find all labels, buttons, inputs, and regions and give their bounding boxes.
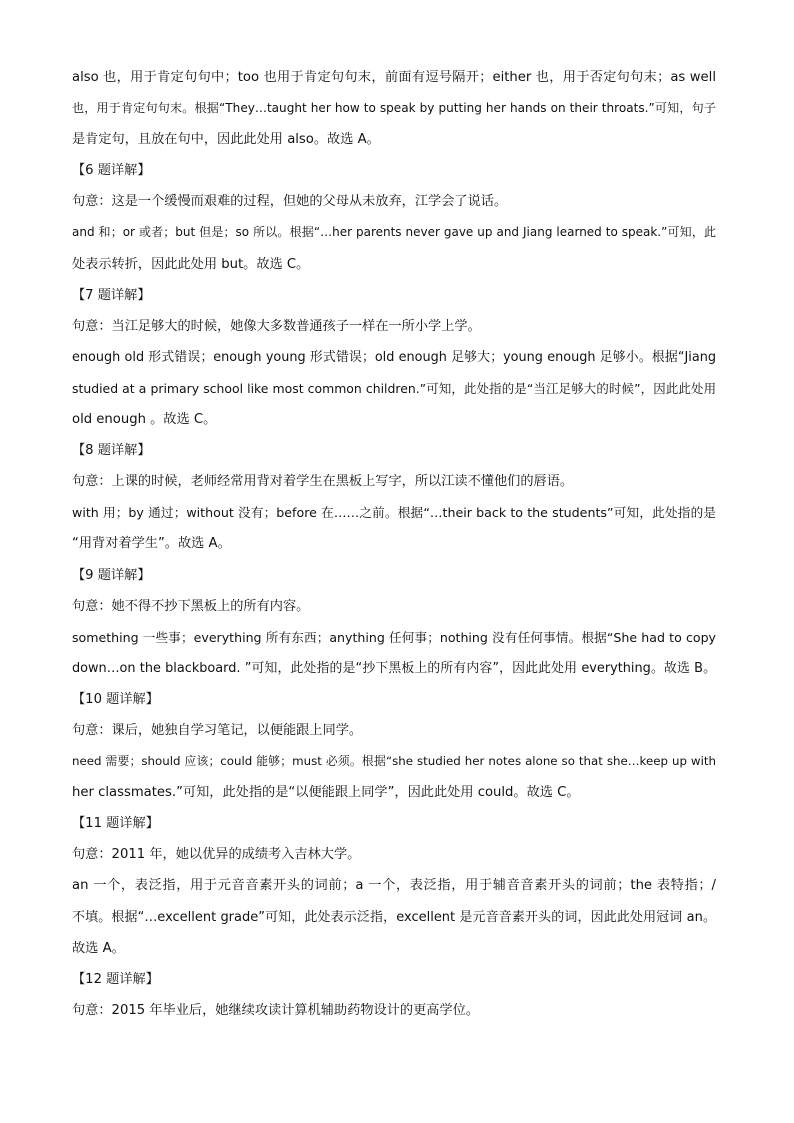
paragraph-line: 也，用于肯定句句末。根据“They…taught her how to speak by putting her hands on their throats.”可知，句子 <box>72 101 716 116</box>
section-heading: 【12 题详解】 <box>72 971 159 987</box>
section-heading: 【8 题详解】 <box>72 443 151 459</box>
paragraph-line: down…on the blackboard. ”可知，此处指的是“抄下黑板上的所有内容”，因此此处用 everything。故选 B。 <box>72 660 716 676</box>
paragraph-line: 句意：这是一个缓慢而艰难的过程，但她的父母从未放弃，江学会了说话。 <box>72 194 508 210</box>
paragraph-line: 句意：2011 年，她以优异的成绩考入吉林大学。 <box>72 847 361 863</box>
paragraph-line: and 和；or 或者；but 但是；so 所以。根据“…her parents never gave up and Jiang learned to speak.”可知，此 <box>72 225 716 240</box>
paragraph-line: 句意：当江足够大的时候，她像大多数普通孩子一样在一所小学上学。 <box>72 318 481 334</box>
section-heading: 【7 题详解】 <box>72 287 151 303</box>
paragraph-line: an 一个，表泛指，用于元音音素开头的词前；a 一个，表泛指，用于辅音音素开头的词前；the 表特指；/ <box>72 878 716 894</box>
paragraph-line: “用背对着学生”。故选 A。 <box>72 536 231 552</box>
paragraph-line: need 需要；should 应该；could 能够；must 必须。根据“she studied her notes alone so that she…keep up with <box>72 754 716 769</box>
paragraph-line: 故选 A。 <box>72 940 125 956</box>
paragraph-line: 句意：2015 年毕业后，她继续攻读计算机辅助药物设计的更高学位。 <box>72 1002 480 1018</box>
paragraph-line: old enough 。故选 C。 <box>72 412 217 428</box>
paragraph-line: 句意：上课的时候，老师经常用背对着学生在黑板上写字，所以江读不懂他们的唇语。 <box>72 474 574 490</box>
section-heading: 【11 题详解】 <box>72 816 159 832</box>
paragraph-line: 处表示转折，因此此处用 but。故选 C。 <box>72 256 310 272</box>
paragraph-line: enough old 形式错误；enough young 形式错误；old enough 足够大；young enough 足够小。根据“Jiang <box>72 349 716 365</box>
paragraph-line: 是肯定句，且放在句中，因此此处用 also。故选 A。 <box>72 132 380 148</box>
document-body <box>72 62 716 1026</box>
paragraph-line: with 用；by 通过；without 没有；before 在……之前。根据“…their back to the students”可知，此处指的是 <box>72 505 716 521</box>
section-heading: 【10 题详解】 <box>72 691 159 707</box>
paragraph-line: 句意：她不得不抄下黑板上的所有内容。 <box>72 598 310 614</box>
section-heading: 【6 题详解】 <box>72 163 151 179</box>
paragraph-line: also 也，用于肯定句句中；too 也用于肯定句句末，前面有逗号隔开；either 也，用于否定句句末；as well <box>72 70 716 85</box>
section-heading: 【9 题详解】 <box>72 567 151 583</box>
paragraph-line: 不填。根据“…excellent grade”可知，此处表示泛指，excellent 是元音音素开头的词，因此此处用冠词 an。 <box>72 909 716 925</box>
paragraph-line: something 一些事；everything 所有东西；anything 任何事；nothing 没有任何事情。根据“She had to copy <box>72 629 716 645</box>
paragraph-line: studied at a primary school like most common children.”可知，此处指的是“当江足够大的时候”，因此此处用 <box>72 380 716 396</box>
paragraph-line: her classmates.”可知，此处指的是“以便能跟上同学”，因此此处用 could。故选 C。 <box>72 785 580 801</box>
paragraph-line: 句意：课后，她独自学习笔记，以便能跟上同学。 <box>72 722 363 738</box>
